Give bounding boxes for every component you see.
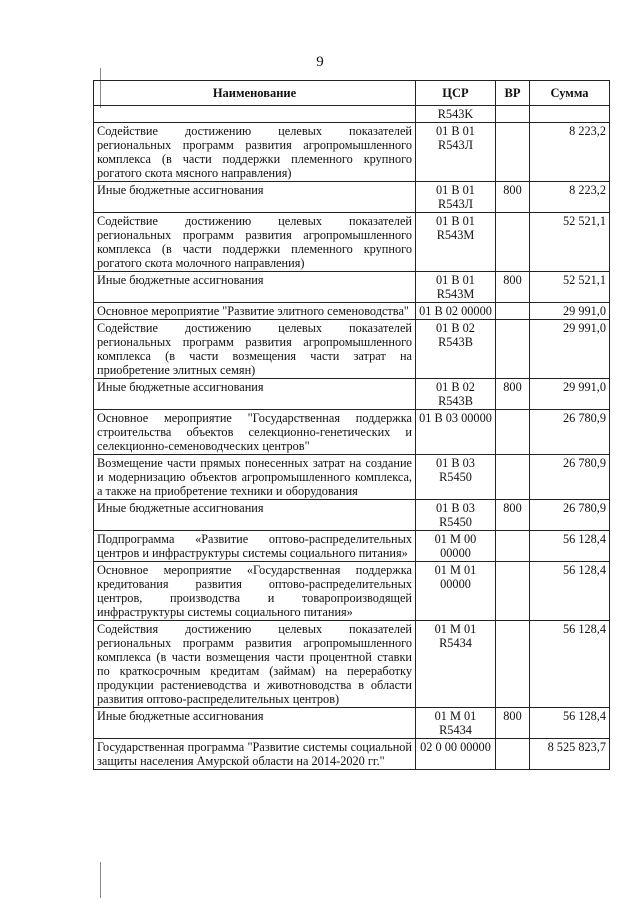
table-row	[94, 500, 610, 531]
table-row	[94, 106, 610, 123]
cell-vr: 800	[496, 182, 530, 213]
cell-csr: 02 0 00 00000	[416, 739, 496, 770]
cell-csr: 01 М 01 00000	[416, 562, 496, 621]
cell-vr: 800	[496, 708, 530, 739]
cell-name: Государственная программа "Развитие системы социальной защиты населения Амурской области на 2014-2020 гг."	[94, 739, 416, 770]
table-row	[94, 320, 610, 379]
cell-csr: 01 В 02 R543B	[416, 320, 496, 379]
cell-csr: 01 В 02 00000	[416, 303, 496, 320]
table-row	[94, 123, 610, 182]
cell-sum: 56 128,4	[530, 562, 610, 621]
cell-sum: 52 521,1	[530, 213, 610, 272]
cell-name: Содействия достижению целевых показателей региональных программ развития агропромышленного комплекса (в части возмещения части процентной ставки по краткосрочным кредитам (займам) на переработку продукции растениеводства и животноводства в области развития оптово-распределительных центров)	[94, 621, 416, 708]
cell-vr	[496, 621, 530, 708]
table-row	[94, 708, 610, 739]
cell-sum: 56 128,4	[530, 531, 610, 562]
cell-sum: 26 780,9	[530, 410, 610, 455]
table-row	[94, 531, 610, 562]
cell-name: Иные бюджетные ассигнования	[94, 500, 416, 531]
page-number: 9	[316, 54, 324, 70]
cell-name: Основное мероприятие "Государственная поддержка строительства объектов селекционно-генетических и селекционно-семеноводческих центров"	[94, 410, 416, 455]
cell-vr	[496, 123, 530, 182]
cell-sum: 8 223,2	[530, 182, 610, 213]
table-row	[94, 562, 610, 621]
cell-vr	[496, 106, 530, 123]
cell-vr	[496, 739, 530, 770]
table-row	[94, 739, 610, 770]
header-sum: Сумма	[530, 81, 610, 106]
header-csr: ЦСР	[416, 81, 496, 106]
table-row	[94, 621, 610, 708]
cell-sum	[530, 106, 610, 123]
table-row	[94, 303, 610, 320]
table-row	[94, 272, 610, 303]
table-row	[94, 182, 610, 213]
cell-vr	[496, 320, 530, 379]
cell-csr: 01 М 01 R5434	[416, 708, 496, 739]
left-margin-line-bottom	[100, 862, 101, 898]
cell-sum: 56 128,4	[530, 621, 610, 708]
cell-vr	[496, 562, 530, 621]
cell-vr	[496, 410, 530, 455]
table-row	[94, 410, 610, 455]
cell-name	[94, 106, 416, 123]
table-body	[94, 106, 610, 770]
cell-csr: 01 В 01 R543Л	[416, 123, 496, 182]
cell-csr: 01 М 00 00000	[416, 531, 496, 562]
cell-sum: 8 223,2	[530, 123, 610, 182]
table-row	[94, 379, 610, 410]
cell-csr: 01 В 03 R5450	[416, 455, 496, 500]
cell-csr: R543K	[416, 106, 496, 123]
table-row	[94, 213, 610, 272]
cell-name: Подпрограмма «Развитие оптово-распределительных центров и инфраструктуры системы социального питания»	[94, 531, 416, 562]
cell-csr: 01 В 01 R543Л	[416, 182, 496, 213]
header-vr: ВР	[496, 81, 530, 106]
cell-name: Основное мероприятие "Развитие элитного семеноводства"	[94, 303, 416, 320]
table-row	[94, 455, 610, 500]
cell-name: Содействие достижению целевых показателей региональных программ развития агропромышленного комплекса (в части поддержки племенного крупного рогатого скота молочного направления)	[94, 213, 416, 272]
cell-vr	[496, 455, 530, 500]
cell-name: Иные бюджетные ассигнования	[94, 272, 416, 303]
cell-name: Возмещение части прямых понесенных затрат на создание и модернизацию объектов агропромышленного комплекса, а также на приобретение техники и оборудования	[94, 455, 416, 500]
cell-csr: 01 В 01 R543M	[416, 213, 496, 272]
cell-vr	[496, 303, 530, 320]
cell-name: Иные бюджетные ассигнования	[94, 379, 416, 410]
cell-sum: 29 991,0	[530, 320, 610, 379]
table-header-row	[94, 81, 610, 106]
budget-table	[93, 80, 610, 770]
cell-vr: 800	[496, 500, 530, 531]
cell-name: Содействие достижению целевых показателей региональных программ развития агропромышленного комплекса (в части возмещения части затрат на приобретение элитных семян)	[94, 320, 416, 379]
cell-sum: 29 991,0	[530, 379, 610, 410]
cell-vr: 800	[496, 379, 530, 410]
header-name: Наименование	[94, 81, 416, 106]
cell-sum: 26 780,9	[530, 500, 610, 531]
cell-csr: 01 М 01 R5434	[416, 621, 496, 708]
cell-sum: 26 780,9	[530, 455, 610, 500]
cell-name: Основное мероприятие «Государственная поддержка кредитования развития оптово-распределительных центров, производства и товаропроизводящей инфраструктуры системы социального питания»	[94, 562, 416, 621]
cell-csr: 01 В 01 R543M	[416, 272, 496, 303]
cell-sum: 52 521,1	[530, 272, 610, 303]
cell-vr: 800	[496, 272, 530, 303]
cell-vr	[496, 531, 530, 562]
cell-csr: 01 В 03 00000	[416, 410, 496, 455]
cell-csr: 01 В 03 R5450	[416, 500, 496, 531]
cell-name: Иные бюджетные ассигнования	[94, 708, 416, 739]
cell-sum: 29 991,0	[530, 303, 610, 320]
cell-name: Иные бюджетные ассигнования	[94, 182, 416, 213]
cell-sum: 56 128,4	[530, 708, 610, 739]
cell-sum: 8 525 823,7	[530, 739, 610, 770]
cell-name: Содействие достижению целевых показателей региональных программ развития агропромышленного комплекса (в части поддержки племенного крупного рогатого скота мясного направления)	[94, 123, 416, 182]
cell-csr: 01 В 02 R543B	[416, 379, 496, 410]
cell-vr	[496, 213, 530, 272]
